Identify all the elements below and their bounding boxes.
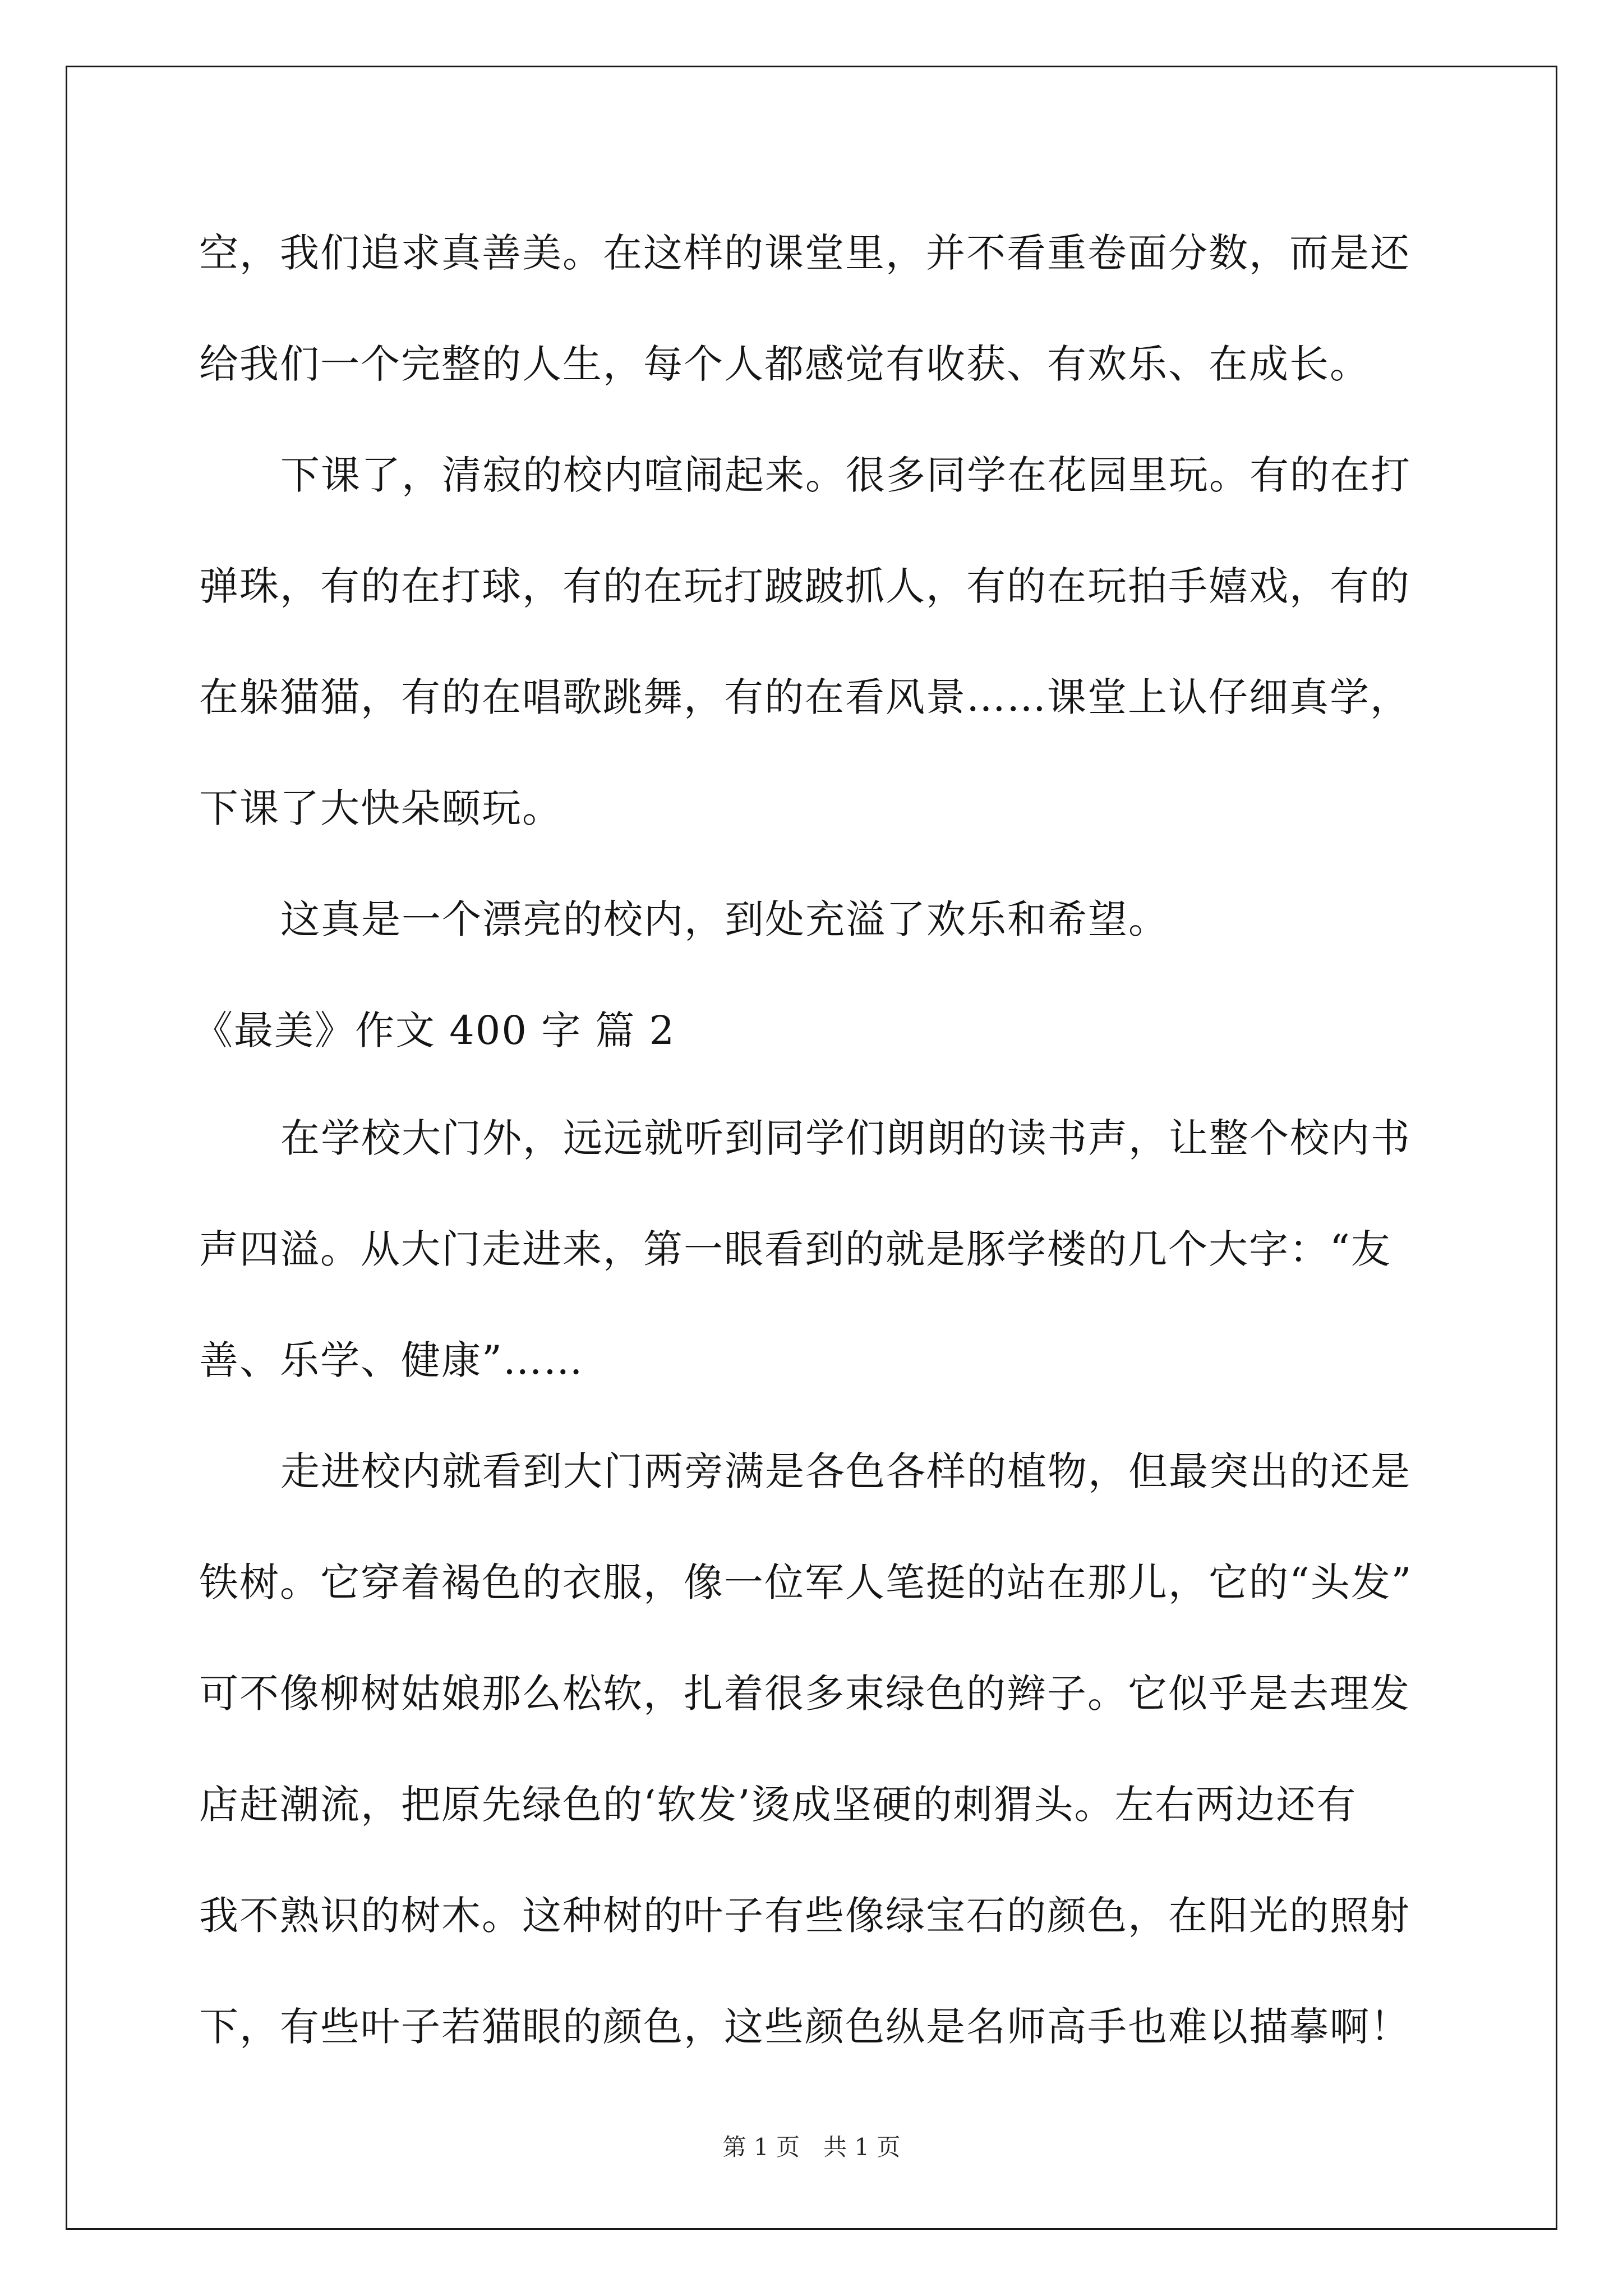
paragraph-line: 给我们一个完整的人生，每个人都感觉有收获、有欢乐、在成长。 [199,341,1370,387]
document-body [193,216,1438,2101]
paragraph-line: 善、乐学、健康”…… [199,1337,584,1383]
paragraph-line: 这真是一个漂亮的校内，到处充溢了欢乐和希望。 [280,896,1169,942]
paragraph-line: 空，我们追求真善美。在这样的课堂里，并不看重卷面分数，而是还 [199,230,1410,276]
paragraph-line: 下，有些叶子若猫眼的颜色，这些颜色纵是名师高手也难以描摹啊！ [199,2004,1410,2050]
paragraph-line: 走进校内就看到大门两旁满是各色各样的植物，但最突出的还是 [280,1448,1411,1494]
section-heading: 《最美》作文 400 字 篇 2 [193,1007,676,1053]
paragraph-line: 在学校大门外，远远就听到同学们朗朗的读书声，让整个校内书 [280,1115,1411,1161]
paragraph-line: 我不熟识的树木。这种树的叶子有些像绿宝石的颜色，在阳光的照射 [199,1893,1410,1939]
paragraph-line: 在躲猫猫，有的在唱歌跳舞，有的在看风景……课堂上认仔细真学， [199,674,1410,720]
paragraph-line: 弹珠，有的在打球，有的在玩打跛跛抓人，有的在玩拍手嬉戏，有的 [199,563,1410,609]
paragraph-line: 可不像柳树姑娘那么松软，扎着很多束绿色的辫子。它似乎是去理发 [199,1671,1410,1717]
paragraph-line: 声四溢。从大门走进来，第一眼看到的就是豚学楼的几个大字：“友 [199,1226,1391,1272]
paragraph-line: 下课了，清寂的校内喧闹起来。很多同学在花园里玩。有的在打 [280,452,1411,498]
paragraph-line: 下课了大快朵颐玩。 [199,785,562,831]
paragraph-line: 铁树。它穿着褐色的衣服，像一位军人笔挺的站在那儿，它的“头发” [199,1559,1413,1605]
page-number-footer: 第 1 页 共 1 页 [722,2133,901,2161]
paragraph-line: 店赶潮流，把原先绿色的‘软发’烫成坚硬的刺猬头。左右两边还有 [199,1782,1357,1828]
